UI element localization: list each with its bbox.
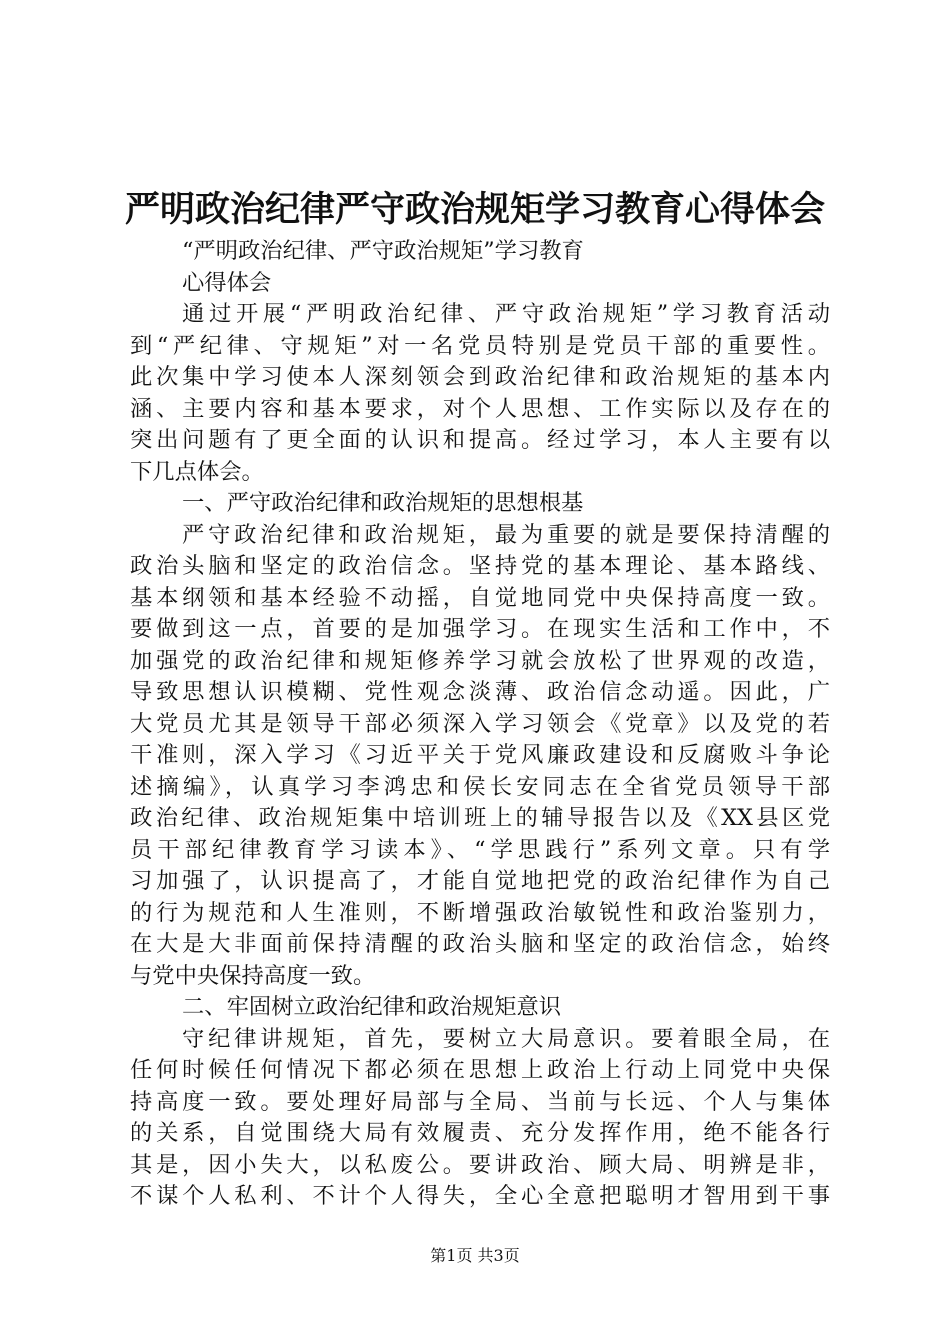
text-line: 政治纪律、政治规矩集中培训班上的辅导报告以及《XX县区党 — [130, 805, 830, 831]
text-line: 任何时候任何情况下都必须在思想上政治上行动上同党中央保 — [130, 1057, 830, 1083]
document-body — [130, 236, 830, 1213]
text-line: 加强党的政治纪律和规矩修养学习就会放松了世界观的改造， — [130, 647, 830, 674]
text-line: 员干部纪律教育学习读本》、“学思践行”系列文章。只有学 — [130, 836, 830, 863]
text-line: 在大是大非面前保持清醒的政治头脑和坚定的政治信念，始终 — [130, 931, 830, 957]
text-line: 严守政治纪律和政治规矩，最为重要的就是要保持清醒的 — [182, 521, 830, 548]
text-line: 述摘编》，认真学习李鸿忠和侯长安同志在全省党员领导干部 — [130, 773, 830, 800]
text-line: 守纪律讲规矩，首先，要树立大局意识。要着眼全局，在 — [182, 1025, 830, 1052]
text-line: 突出问题有了更全面的认识和提高。经过学习，本人主要有以 — [130, 427, 830, 453]
text-line: “严明政治纪律、严守政治规矩”学习教育 — [182, 238, 584, 264]
text-line: 通过开展“严明政治纪律、严守政治规矩”学习教育活动 — [182, 301, 830, 327]
text-line: 其是，因小失大，以私废公。要讲政治、顾大局、明辨是非， — [130, 1151, 830, 1178]
text-line: 的行为规范和人生准则，不断增强政治敏锐性和政治鉴别力， — [130, 899, 830, 926]
text-line: 基本纲领和基本经验不动摇，自觉地同党中央保持高度一致。 — [130, 584, 830, 611]
text-line: 此次集中学习使本人深刻领会到政治纪律和政治规矩的基本内 — [130, 364, 830, 390]
text-line: 习加强了，认识提高了，才能自觉地把党的政治纪律作为自己 — [130, 868, 830, 894]
page-footer: 第1页 共3页 — [430, 1246, 520, 1265]
text-line: 导致思想认识模糊、党性观念淡薄、政治信念动遥。因此，广 — [130, 679, 830, 705]
text-line: 一、严守政治纪律和政治规矩的思想根基 — [182, 490, 584, 516]
text-line: 政治头脑和坚定的政治信念。坚持党的基本理论、基本路线、 — [130, 553, 830, 579]
text-line: 心得体会 — [182, 269, 272, 296]
document-title: 严明政治纪律严守政治规矩学习教育心得体会 — [124, 189, 825, 230]
text-line: 二、牢固树立政治纪律和政治规矩意识 — [182, 994, 562, 1020]
text-line: 下几点体会。 — [130, 458, 264, 485]
text-line: 与党中央保持高度一致。 — [130, 962, 376, 989]
text-line: 不谋个人私利、不计个人得失，全心全意把聪明才智用到干事 — [130, 1183, 830, 1209]
text-line: 到“严纪律、守规矩”对一名党员特别是党员干部的重要性。 — [130, 332, 830, 359]
text-line: 干准则，深入学习《习近平关于党风廉政建设和反腐败斗争论 — [130, 742, 830, 768]
text-line: 持高度一致。要处理好局部与全局、当前与长远、个人与集体 — [130, 1088, 830, 1115]
text-line: 要做到这一点，首要的是加强学习。在现实生活和工作中，不 — [130, 616, 830, 642]
text-line: 涵、主要内容和基本要求，对个人思想、工作实际以及存在的 — [130, 395, 830, 422]
text-line: 的关系，自觉围绕大局有效履责、充分发挥作用，绝不能各行 — [130, 1120, 830, 1146]
text-line: 大党员尤其是领导干部必须深入学习领会《党章》以及党的若 — [130, 710, 830, 737]
